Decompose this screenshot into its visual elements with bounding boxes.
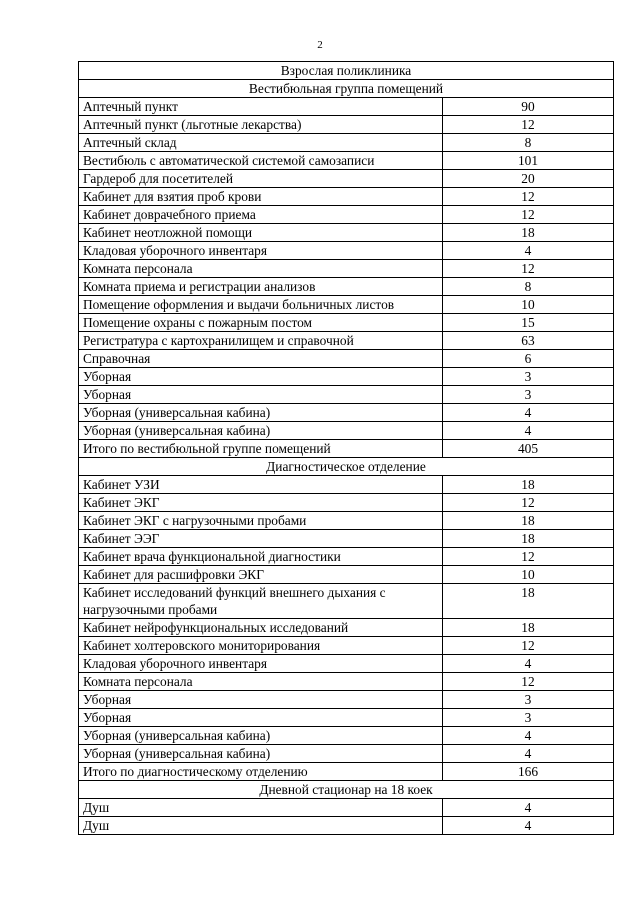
room-area-cell: 12 — [443, 206, 614, 224]
room-area-cell: 18 — [443, 619, 614, 637]
table-row — [79, 548, 614, 566]
room-name-cell: Кабинет ЭКГ с нагрузочными пробами — [79, 512, 443, 530]
room-area-cell: 3 — [443, 691, 614, 709]
room-area-cell: 4 — [443, 745, 614, 763]
room-area-cell: 12 — [443, 548, 614, 566]
table-row — [79, 763, 614, 781]
room-area-cell: 15 — [443, 314, 614, 332]
table-row — [79, 709, 614, 727]
room-area-cell: 8 — [443, 278, 614, 296]
table-row — [79, 260, 614, 278]
room-name-cell: Кабинет доврачебного приема — [79, 206, 443, 224]
room-name-cell: Комната персонала — [79, 260, 443, 278]
room-name-cell: Аптечный склад — [79, 134, 443, 152]
room-name-cell: Уборная — [79, 691, 443, 709]
section-heading-row — [79, 781, 614, 799]
room-area-cell: 166 — [443, 763, 614, 781]
table-row — [79, 116, 614, 134]
room-area-cell: 12 — [443, 116, 614, 134]
table-row — [79, 224, 614, 242]
room-name-cell: Итого по вестибюльной группе помещений — [79, 440, 443, 458]
room-name-cell: Кабинет врача функциональной диагностики — [79, 548, 443, 566]
table-row — [79, 404, 614, 422]
table-row — [79, 566, 614, 584]
room-name-cell: Кабинет УЗИ — [79, 476, 443, 494]
room-name-cell: Кабинет для расшифровки ЭКГ — [79, 566, 443, 584]
section-heading: Диагностическое отделение — [79, 458, 614, 476]
room-name-cell: Комната персонала — [79, 673, 443, 691]
section-heading: Вестибюльная группа помещений — [79, 80, 614, 98]
table-row — [79, 314, 614, 332]
room-name-cell: Кабинет исследований функций внешнего дыхания с нагрузочными пробами — [79, 584, 443, 619]
room-area-cell: 101 — [443, 152, 614, 170]
room-area-cell: 63 — [443, 332, 614, 350]
room-area-cell: 405 — [443, 440, 614, 458]
room-area-cell: 10 — [443, 566, 614, 584]
room-area-cell: 3 — [443, 386, 614, 404]
room-area-cell: 90 — [443, 98, 614, 116]
room-name-cell: Кабинет холтеровского мониторирования — [79, 637, 443, 655]
table-row — [79, 476, 614, 494]
table-row — [79, 655, 614, 673]
table-row — [79, 368, 614, 386]
table-row — [79, 799, 614, 817]
table-row — [79, 727, 614, 745]
room-name-cell: Регистратура с картохранилищем и справочной — [79, 332, 443, 350]
room-name-cell: Справочная — [79, 350, 443, 368]
table-row — [79, 494, 614, 512]
table-row — [79, 584, 614, 619]
table-row — [79, 242, 614, 260]
table-title: Взрослая поликлиника — [79, 62, 614, 80]
room-name-cell: Душ — [79, 799, 443, 817]
table-title-row — [79, 62, 614, 80]
table-row — [79, 206, 614, 224]
table-row — [79, 422, 614, 440]
room-area-cell: 6 — [443, 350, 614, 368]
room-area-cell: 12 — [443, 673, 614, 691]
room-name-cell: Кабинет ЭКГ — [79, 494, 443, 512]
room-area-cell: 4 — [443, 727, 614, 745]
room-name-cell: Душ — [79, 817, 443, 835]
room-name-cell: Кабинет неотложной помощи — [79, 224, 443, 242]
table-row — [79, 278, 614, 296]
room-area-cell: 18 — [443, 476, 614, 494]
room-name-cell: Комната приема и регистрации анализов — [79, 278, 443, 296]
room-name-cell: Уборная (универсальная кабина) — [79, 727, 443, 745]
room-area-cell: 8 — [443, 134, 614, 152]
page-number: 2 — [317, 39, 323, 51]
room-name-cell: Гардероб для посетителей — [79, 170, 443, 188]
room-area-cell: 3 — [443, 368, 614, 386]
room-name-cell: Вестибюль с автоматической системой самозаписи — [79, 152, 443, 170]
table-row — [79, 619, 614, 637]
room-name-cell: Кабинет ЭЭГ — [79, 530, 443, 548]
table-row — [79, 691, 614, 709]
room-name-cell: Уборная (универсальная кабина) — [79, 745, 443, 763]
room-name-cell: Уборная (универсальная кабина) — [79, 404, 443, 422]
table-row — [79, 745, 614, 763]
table-row — [79, 170, 614, 188]
table-row — [79, 817, 614, 835]
room-name-cell: Итого по диагностическому отделению — [79, 763, 443, 781]
room-area-cell: 4 — [443, 655, 614, 673]
room-name-cell: Уборная — [79, 709, 443, 727]
room-area-cell: 18 — [443, 224, 614, 242]
table-row — [79, 188, 614, 206]
table-row — [79, 386, 614, 404]
room-name-cell: Кладовая уборочного инвентаря — [79, 655, 443, 673]
room-area-cell: 18 — [443, 530, 614, 548]
room-name-cell: Помещение охраны с пожарным постом — [79, 314, 443, 332]
room-area-cell: 12 — [443, 260, 614, 278]
room-area-cell: 4 — [443, 422, 614, 440]
table-row — [79, 440, 614, 458]
room-area-cell: 10 — [443, 296, 614, 314]
room-name-cell: Уборная (универсальная кабина) — [79, 422, 443, 440]
table-row — [79, 673, 614, 691]
table-row — [79, 530, 614, 548]
room-area-cell: 18 — [443, 512, 614, 530]
room-name-cell: Кабинет нейрофункциональных исследований — [79, 619, 443, 637]
room-name-cell: Аптечный пункт — [79, 98, 443, 116]
room-area-cell: 18 — [443, 584, 614, 619]
rooms-table-body — [79, 62, 614, 835]
room-name-cell: Кабинет для взятия проб крови — [79, 188, 443, 206]
room-name-cell: Помещение оформления и выдачи больничных листов — [79, 296, 443, 314]
room-area-cell: 12 — [443, 188, 614, 206]
room-area-cell: 4 — [443, 799, 614, 817]
section-heading: Дневной стационар на 18 коек — [79, 781, 614, 799]
table-row — [79, 152, 614, 170]
section-heading-row — [79, 458, 614, 476]
table-row — [79, 512, 614, 530]
room-area-cell: 12 — [443, 637, 614, 655]
room-area-cell: 3 — [443, 709, 614, 727]
room-name-cell: Уборная — [79, 368, 443, 386]
room-area-cell: 20 — [443, 170, 614, 188]
table-row — [79, 332, 614, 350]
room-area-cell: 4 — [443, 404, 614, 422]
room-area-cell: 12 — [443, 494, 614, 512]
room-area-cell: 4 — [443, 817, 614, 835]
table-row — [79, 296, 614, 314]
room-name-cell: Уборная — [79, 386, 443, 404]
table-row — [79, 98, 614, 116]
rooms-area-table — [78, 61, 614, 835]
room-name-cell: Кладовая уборочного инвентаря — [79, 242, 443, 260]
room-area-cell: 4 — [443, 242, 614, 260]
section-heading-row — [79, 80, 614, 98]
table-row — [79, 134, 614, 152]
room-name-cell: Аптечный пункт (льготные лекарства) — [79, 116, 443, 134]
table-row — [79, 637, 614, 655]
table-row — [79, 350, 614, 368]
